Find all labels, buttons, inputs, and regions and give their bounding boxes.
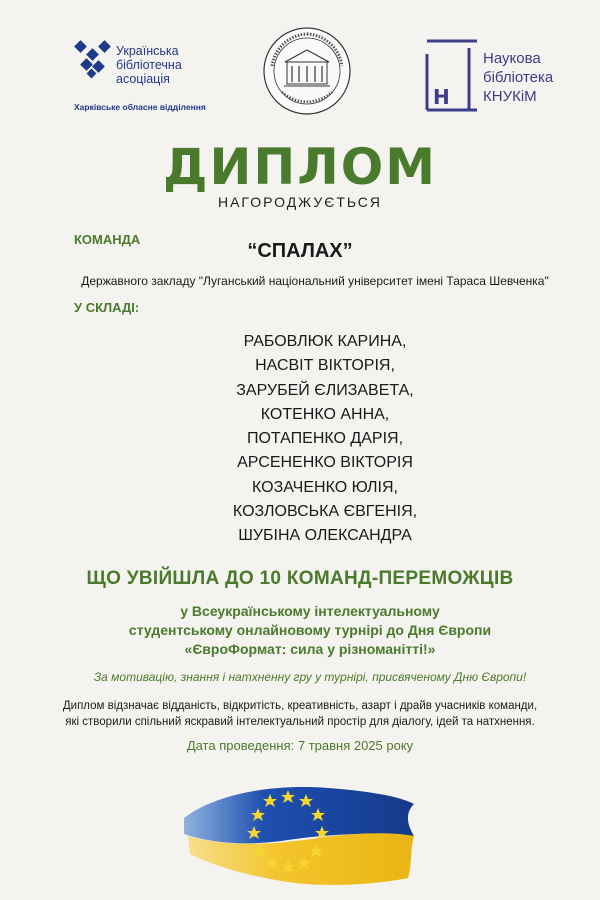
library-name-line3: КНУКіМ xyxy=(483,88,537,105)
member-item: НАСВІТ ВІКТОРІЯ, xyxy=(255,357,395,375)
member-item: ПОТАПЕНКО ДАРІЯ, xyxy=(246,430,404,448)
team-name: “СПАЛАХ” xyxy=(247,240,353,262)
library-name-line1: Наукова xyxy=(483,50,541,67)
member-item: АРСЕНЕНКО ВІКТОРІЯ xyxy=(237,454,413,472)
uba-name-line2: бібліотечна xyxy=(116,58,182,72)
uba-name-line3: асоціація xyxy=(116,72,170,86)
tournament-line1: у Всеукраїнському інтелектуальному xyxy=(180,603,440,619)
library-logo-icon xyxy=(425,38,481,113)
team-label: КОМАНДА xyxy=(74,232,141,247)
tournament-line2: студентському онлайновому турнірі до Дня Європи xyxy=(128,622,492,638)
svg-text:Н: Н xyxy=(433,85,450,109)
uba-logo xyxy=(74,40,204,115)
member-item: КОТЕНКО АННА, xyxy=(260,405,390,423)
winners-heading: ЩО УВІЙШЛА ДО 10 КОМАНД-ПЕРЕМОЖЦІВ xyxy=(86,568,514,589)
university-seal-icon xyxy=(262,26,352,116)
description-text xyxy=(0,698,600,730)
description-line2: які створили спільний яскравий інтелектуальний простір для діалогу, ідей та натхнення. xyxy=(65,716,535,728)
library-name xyxy=(483,49,553,106)
uba-logo-icon xyxy=(74,40,114,80)
member-item: РАБОВЛЮК КАРИНА, xyxy=(243,333,407,350)
library-logo xyxy=(425,38,585,113)
institution-name: Державного закладу "Луганський національний університет імені Тараса Шевченка" xyxy=(81,274,549,288)
event-date: Дата проведення: 7 травня 2025 року xyxy=(186,738,414,753)
member-item: ЗАРУБЕЙ ЄЛИЗАВЕТА, xyxy=(236,381,414,399)
tournament-description xyxy=(0,602,600,659)
eu-ukraine-flag-icon xyxy=(178,774,418,894)
uba-name-line1: Українська xyxy=(116,44,179,58)
uba-name xyxy=(116,44,182,86)
uba-branch: Харківське обласне відділення xyxy=(74,102,206,112)
member-item: КОЗЛОВСЬКА ЄВГЕНІЯ, xyxy=(232,503,418,521)
description-line1: Диплом відзначає відданість, відкритість, креативність, азарт і драйв учасників команди, xyxy=(62,700,538,712)
motivation-text: За мотивацію, знання і натхненну гру у турнірі, присвяченому Дню Європи! xyxy=(93,670,527,684)
tournament-line3: «ЄвроФормат: сила у різноманітті!» xyxy=(184,641,436,657)
members-label: У СКЛАДІ: xyxy=(74,300,140,315)
diploma-title: ДИПЛОМ xyxy=(162,138,437,196)
diploma-subtitle: НАГОРОДЖУЄТЬСЯ xyxy=(217,194,383,210)
member-item: КОЗАЧЕНКО ЮЛІЯ, xyxy=(252,478,398,496)
library-name-line2: бібліотека xyxy=(483,69,554,86)
member-item: ШУБІНА ОЛЕКСАНДРА xyxy=(238,527,412,545)
members-list xyxy=(0,330,600,549)
